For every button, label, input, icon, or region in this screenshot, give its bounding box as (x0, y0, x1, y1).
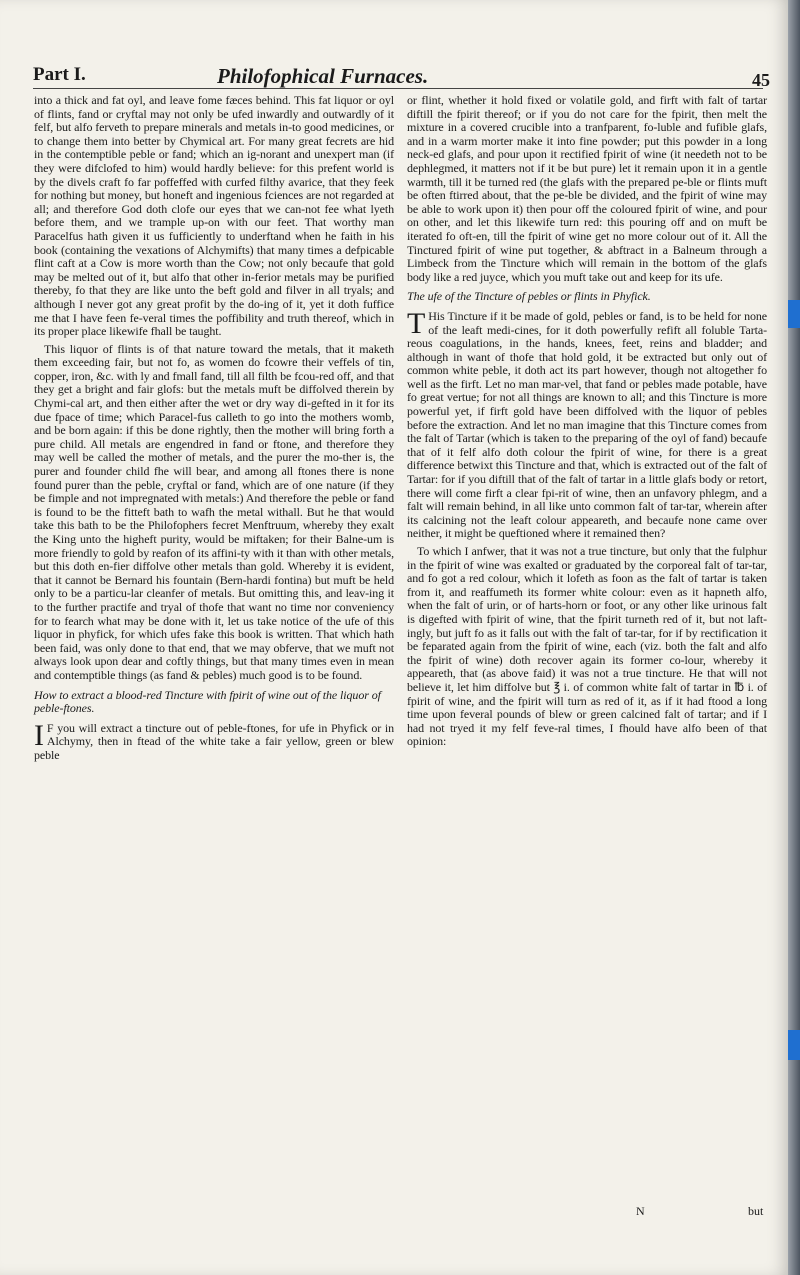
left-column (34, 94, 394, 767)
paragraph: This liquor of flints is of that nature toward the metals, that it maketh them exceeding fair, but not fo, as women do fcowre their veffels of tin, copper, iron, &c. with ly and fmall fand, till all filth be fcou-red off, and that they get a bright and fair glofs: but the metals muft be diffolved therein by Chymi-cal art, and then either after the wet or dry way di-gefted in it for its due fpace of time; which Paracel-fus calleth to go into the mothers womb, and be born again: if this be done rightly, then the mother will bring forth a pure child. All metals are engendred in fand or ftone, and therefore they may well be called the mother of metals, and the purer the mo-ther is, the purer and founder child fhe will bear, and among all ftones there is none found purer than the peble, cryftal or fand, which are of one nature (if they be fimple and not impregnated with metals:) And therefore the peble or fand is found to be the fitteft bath to wafh the metal withall. But he that would take this bath to be the Philofophers fecret Menftruum, whereby they exalt the King unto the higheft purity, would be miftaken; for their Balne-um is more friendly to gold by reafon of its affini-ty with it than with other metals, but this doth en-fier diffolve other metals than gold. Whereby it is evident, that it cannot be Bernard his fountain (Bern-hardi fontina) but muft be held only to be a particu-lar cleanfer of metals. But omitting this, and leav-ing it to the further practife and tryal of thofe that want no time nor conveniency for to fearch what may be done with it, let us take notice of the ufe of this liquor in phyfick, for which ufes fake this book is written. That which hath been faid, was only done to that end, that we may obferve, that we muft not always look upon dear and coftly things, but that many times even in mean and contemptible things (as fand & pebles) much good is to be found. (34, 341, 394, 682)
paragraph: into a thick and fat oyl, and leave fome fæces behind. This fat liquor or oyl of flints, fand or cryftal may not only be ufed inwardly and outwardly of it felf, but alfo ferveth to prepare minerals and metals in-to good medicines, or to change them into better by Chymical art. For many great fecrets are hid in the contemptible peble or fand; which an ig-norant and unexpert man (if they were difclofed to him) would hardly believe: for this prefent world is by the divels craft fo far poffeffed with curfed filthy avarice, that they feek for nothing but money, but honeft and ingenious fciences are not regarded at all; and therefore God doth clofe our eyes that we can-not fee what lyeth before them, and we trample up-on with our feet. That worthy man Paracelfus hath given it us fufficiently to underftand when he faith in his book (containing the vexations of Alchymifts) that many times a defpicable flint caft at a Cow is more worth than the Cow; not only becaufe that gold may be melted out of it, but alfo that other in-ferior metals may be purified thereby, fo that they are like unto the beft gold and filver in all tryals; and although I never got any great profit by the do-ing of it, yet it doth fuffice me that I have feen fe-veral times the poffibility and truth thereof, which in its proper place likewife fhall be taught. (34, 93, 394, 339)
page-edge (788, 0, 800, 1275)
drop-cap: T (407, 306, 426, 340)
running-head-title: Philofophical Furnaces. (217, 64, 429, 88)
section-heading: The ufe of the Tincture of pebles or flints in Phyfick. (407, 289, 651, 304)
running-head-part: Part I. (33, 64, 86, 85)
right-column (407, 94, 767, 753)
drop-cap: I (34, 718, 44, 752)
catchword: but (748, 1204, 764, 1218)
page-number: 45 (752, 70, 770, 90)
signature-mark: N (636, 1204, 647, 1218)
edge-marker (788, 300, 800, 328)
header-rule (33, 88, 763, 89)
paragraph (34, 718, 394, 763)
paragraph-text: His Tincture if it be made of gold, pebles or fand, is to be held for none of the leaft medi-cines, for it doth powerfully refift all foluble Tarta-reous coagulations, in the hands, knees, feet, reins and bladder; and although in want of thofe that hold gold, it be extracted but only out of common white peble, it doth act its part however, though not altogether fo well as the firft. Let no man mar-vel, that fand or pebles made potable, have fo great vertue; for not all things are known to all; and this Tincture is more powerful yet, if firft gold have been diffolved with the liquor of pebles before the extraction. And let no man imagine that this Tincture comes from the falt of Tartar (which is taken to the preparing of the oyl of fand) becaufe that of it felf alfo doth colour the fpirit of wine, for there is a great difference betwixt this Tincture and that, which is extracted out of the falt of Tartar: for if you diftill that of the falt of tartar in a little glafs body or retort, there will come firft a clear fpi-rit of wine, then an unfavory phlegm, and a falt will remain behind, in all like unto common falt of tar-tar, wherein after its calcining not the leaft colour appeareth, and becaufe none came over neither, it might be queftioned where it remained then? (407, 308, 767, 541)
paragraph (407, 306, 767, 541)
paragraph: or flint, whether it hold fixed or volatile gold, and firft with falt of tartar diftill the fpirit thereof; or if you do not care for the fpirit, then melt the mixture in a covered crucible into a tranfparent, fo-luble and fufible glafs, and in a warm morter make it into fine powder; put this powder in a long neck-ed glafs, and pour upon it rectified fpirit of wine (it needeth not to be dephlegmed, it matters not if it be but pure) let it remain upon it in a gentle warmth, till it be turned red (the glafs with the prepared pe-ble or flints muft be often ftirred about, that the pe-ble be divided, and the fpirit of wine may be able to work upon it) then pour off the coloured fpirit of wine, and pour on other, and let this likewife turn red: this pouring off and on muft be iterated fo oft-en, till the fpirit of wine get no more colour out of it. All the Tinctured fpirit of wine put together, & abftract in a Balneum through a Limbeck from the Tincture which will remain in the bottom of the glafs body like a red juyce, which you muft take out and keep for its ufe. (407, 93, 767, 284)
paragraph-text: F you will extract a tincture out of peble-ftones, for ufe in Phyfick or in Alchymy, then in ftead of the white take a fair yellow, green or blew peble (34, 720, 394, 762)
paragraph: To which I anfwer, that it was not a true tincture, but only that the fulphur in the fpirit of wine was exalted or graduated by the corporeal falt of tar-tar, and fo got a red colour, which it lofeth as foon as the falt of tartar is taken from it, and reaffumeth its former white colour: even as it hapneth alfo, when the falt of urin, or of harts-horn or foot, or any other like urinous falt is digefted with fpirit of wine, that the fpirit turneth red of it, but not laft-ingly, but juft fo as it falls out with the falt of tar-tar, for if by rectification it be feparated again from the fpirit of wine, each (viz. both the falt and alfo the fpirit of wine) doth recover again its former co-lour, whereby it appeareth, that (as above faid) it was not a true tincture. He that will not believe it, let him diffolve but ℥ i. of common white falt of tartar in ℔ i. of fpirit of wine, and the fpirit will turn as red of it, as if it had ftood a long time upon feveral pounds of blew or green calcined falt of tartar; and if I had not tryed it my felf feve-ral times, I fhould have alfo been of that opinion: (407, 544, 767, 749)
section-heading: How to extract a blood-red Tincture with fpirit of wine out of the liquor of peble-ftones. (34, 687, 381, 716)
edge-marker (788, 1030, 800, 1060)
